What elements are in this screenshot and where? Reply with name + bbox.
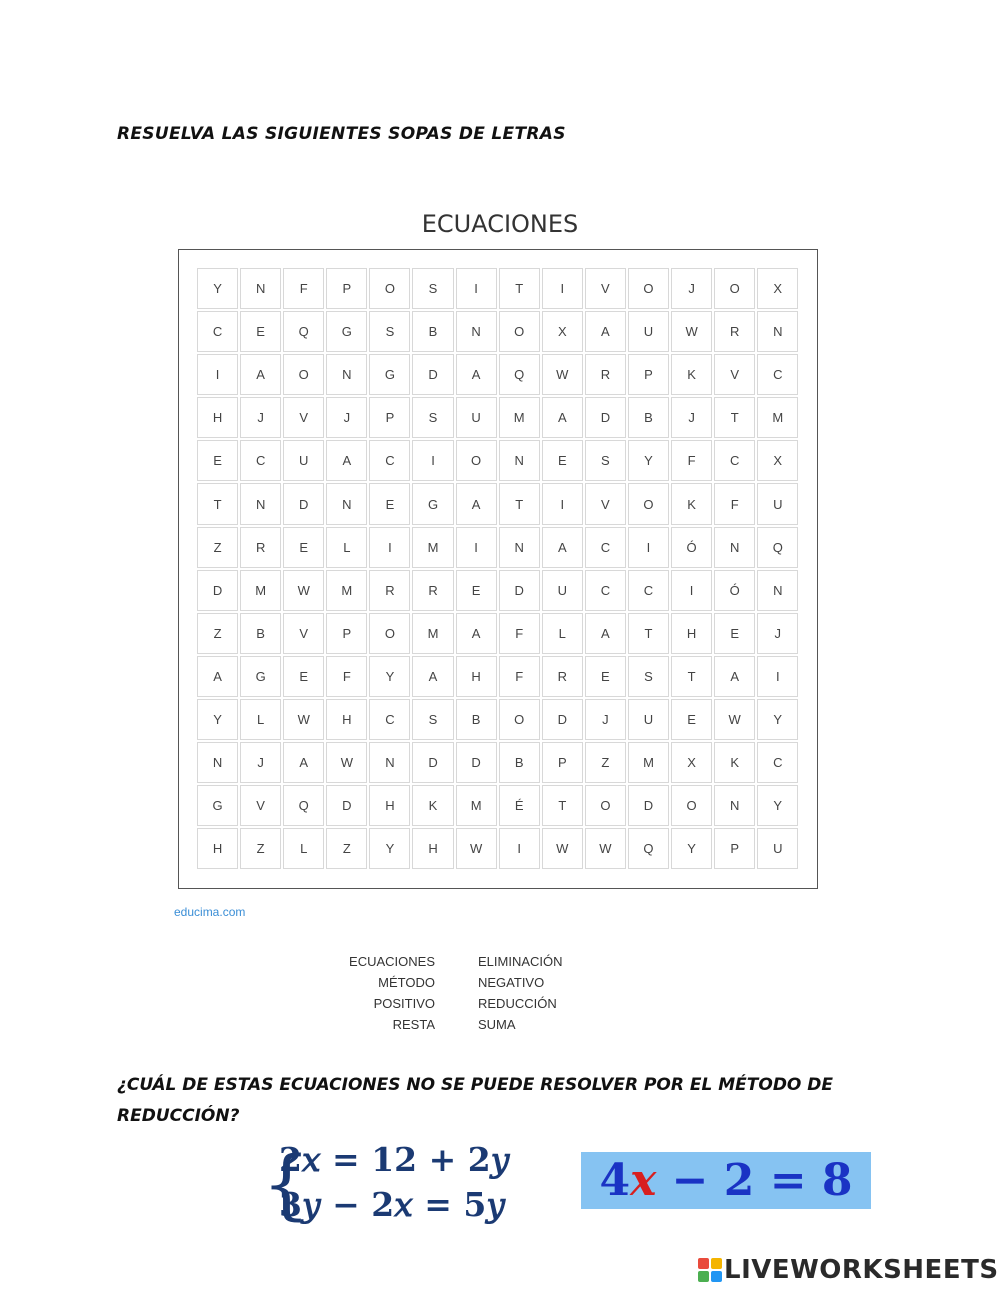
grid-cell[interactable]: T (542, 785, 583, 826)
grid-cell[interactable]: M (326, 570, 367, 611)
grid-cell[interactable]: K (412, 785, 453, 826)
grid-cell[interactable]: J (757, 613, 798, 654)
grid-cell[interactable]: Q (283, 785, 324, 826)
grid-cell[interactable]: F (671, 440, 712, 481)
grid-cell[interactable]: I (542, 268, 583, 309)
grid-cell[interactable]: H (369, 785, 410, 826)
grid-cell[interactable]: M (757, 397, 798, 438)
grid-cell[interactable]: V (585, 268, 626, 309)
grid-cell[interactable]: K (714, 742, 755, 783)
grid-cell[interactable]: A (585, 613, 626, 654)
grid-cell[interactable]: S (585, 440, 626, 481)
grid-cell[interactable]: D (628, 785, 669, 826)
logo-square (711, 1271, 722, 1282)
grid-cell[interactable]: E (456, 570, 497, 611)
grid-cell[interactable]: O (369, 613, 410, 654)
grid-cell[interactable]: N (499, 440, 540, 481)
word-list-item: NEGATIVO (478, 975, 545, 990)
option-equation-system[interactable] (262, 1138, 512, 1228)
grid-cell[interactable]: D (326, 785, 367, 826)
grid-cell[interactable]: Z (326, 828, 367, 869)
grid-cell[interactable]: N (240, 483, 281, 524)
grid-cell[interactable]: J (326, 397, 367, 438)
grid-cell[interactable]: T (499, 268, 540, 309)
grid-cell[interactable]: N (757, 570, 798, 611)
grid-cell[interactable]: P (542, 742, 583, 783)
grid-cell[interactable]: Y (197, 268, 238, 309)
grid-cell[interactable]: O (585, 785, 626, 826)
grid-cell[interactable]: S (412, 268, 453, 309)
word-list (340, 952, 580, 1042)
grid-cell[interactable]: E (542, 440, 583, 481)
grid-cell[interactable]: M (412, 527, 453, 568)
grid-cell[interactable]: L (283, 828, 324, 869)
grid-cell[interactable]: Q (499, 354, 540, 395)
grid-cell[interactable]: F (499, 656, 540, 697)
grid-cell[interactable]: F (499, 613, 540, 654)
grid-cell[interactable]: D (456, 742, 497, 783)
grid-cell[interactable]: P (326, 268, 367, 309)
grid-cell[interactable]: L (240, 699, 281, 740)
system-equation-1: 2𝑥 = 12 + 2𝑦 (279, 1140, 510, 1179)
grid-cell[interactable]: W (542, 828, 583, 869)
liveworksheets-logo-text: LIVEWORKSHEETS (724, 1255, 999, 1285)
grid-cell[interactable]: E (197, 440, 238, 481)
grid-cell[interactable]: H (197, 828, 238, 869)
grid-cell[interactable]: A (456, 483, 497, 524)
grid-cell[interactable]: X (542, 311, 583, 352)
grid-cell[interactable]: C (757, 354, 798, 395)
grid-cell[interactable]: Z (197, 527, 238, 568)
grid-cell[interactable]: P (714, 828, 755, 869)
equation-coefficient: 4 (599, 1155, 631, 1206)
grid-cell[interactable]: A (326, 440, 367, 481)
grid-cell[interactable]: O (499, 699, 540, 740)
grid-cell[interactable]: I (499, 828, 540, 869)
grid-cell[interactable]: L (326, 527, 367, 568)
grid-cell[interactable]: M (412, 613, 453, 654)
grid-cell[interactable]: Y (369, 656, 410, 697)
grid-cell[interactable]: A (456, 354, 497, 395)
grid-cell[interactable]: W (283, 570, 324, 611)
brace-icon: { (262, 1139, 311, 1228)
grid-cell[interactable]: S (628, 656, 669, 697)
grid-cell[interactable]: A (283, 742, 324, 783)
liveworksheets-logo (698, 1252, 999, 1288)
grid-cell[interactable]: T (628, 613, 669, 654)
word-list-item: POSITIVO (373, 996, 435, 1011)
grid-cell[interactable]: I (628, 527, 669, 568)
grid-cell[interactable]: M (456, 785, 497, 826)
grid-cell[interactable]: H (197, 397, 238, 438)
grid-cell[interactable]: I (542, 483, 583, 524)
grid-cell[interactable]: D (197, 570, 238, 611)
grid-cell[interactable]: Z (240, 828, 281, 869)
grid-cell[interactable]: S (412, 397, 453, 438)
grid-cell[interactable]: J (671, 397, 712, 438)
grid-cell[interactable]: Y (369, 828, 410, 869)
source-link[interactable]: educima.com (174, 905, 246, 919)
grid-cell[interactable]: T (714, 397, 755, 438)
logo-square (698, 1271, 709, 1282)
grid-cell[interactable]: M (240, 570, 281, 611)
grid-cell[interactable]: K (671, 483, 712, 524)
system-equation-2: 3𝑦 − 2𝑥 = 5𝑦 (279, 1185, 506, 1224)
grid-cell[interactable]: C (585, 527, 626, 568)
grid-cell[interactable]: I (197, 354, 238, 395)
word-list-item: ELIMINACIÓN (478, 954, 563, 969)
grid-cell[interactable]: Y (197, 699, 238, 740)
grid-cell[interactable]: Q (628, 828, 669, 869)
grid-cell[interactable]: Ó (714, 570, 755, 611)
liveworksheets-logo-icon (698, 1258, 722, 1282)
grid-cell[interactable]: D (585, 397, 626, 438)
grid-cell[interactable]: Y (628, 440, 669, 481)
grid-cell[interactable]: U (542, 570, 583, 611)
grid-cell[interactable]: W (283, 699, 324, 740)
grid-cell[interactable]: N (714, 527, 755, 568)
grid-cell[interactable]: D (499, 570, 540, 611)
grid-cell[interactable]: Q (283, 311, 324, 352)
grid-cell[interactable]: R (412, 570, 453, 611)
grid-cell[interactable]: A (714, 656, 755, 697)
grid-cell[interactable]: U (757, 483, 798, 524)
grid-cell[interactable]: E (283, 527, 324, 568)
grid-cell[interactable]: S (412, 699, 453, 740)
wordsearch-title: ECUACIONES (421, 210, 579, 238)
grid-cell[interactable]: N (757, 311, 798, 352)
grid-cell[interactable]: I (671, 570, 712, 611)
grid-cell[interactable]: A (197, 656, 238, 697)
grid-cell[interactable]: G (197, 785, 238, 826)
grid-cell[interactable]: N (326, 354, 367, 395)
grid-cell[interactable]: H (412, 828, 453, 869)
grid-cell[interactable]: B (456, 699, 497, 740)
grid-cell[interactable]: C (757, 742, 798, 783)
grid-cell[interactable]: B (412, 311, 453, 352)
grid-cell[interactable]: O (456, 440, 497, 481)
grid-cell[interactable]: N (240, 268, 281, 309)
grid-cell[interactable]: E (585, 656, 626, 697)
grid-cell[interactable]: G (412, 483, 453, 524)
grid-cell[interactable]: É (499, 785, 540, 826)
grid-cell[interactable]: W (326, 742, 367, 783)
grid-cell[interactable]: V (585, 483, 626, 524)
grid-cell[interactable]: O (628, 483, 669, 524)
grid-cell[interactable]: D (412, 354, 453, 395)
grid-cell[interactable]: J (240, 397, 281, 438)
logo-square (698, 1258, 709, 1269)
grid-cell[interactable]: J (671, 268, 712, 309)
grid-cell[interactable]: O (628, 268, 669, 309)
wordsearch-grid[interactable] (197, 268, 798, 869)
grid-cell[interactable]: E (714, 613, 755, 654)
grid-cell[interactable]: R (585, 354, 626, 395)
grid-cell[interactable]: B (240, 613, 281, 654)
grid-cell[interactable]: G (326, 311, 367, 352)
wordsearch-frame (178, 249, 818, 889)
word-list-item: RESTA (392, 1017, 435, 1032)
grid-cell[interactable]: N (456, 311, 497, 352)
grid-cell[interactable]: V (714, 354, 755, 395)
grid-cell[interactable]: F (714, 483, 755, 524)
grid-cell[interactable]: E (283, 656, 324, 697)
grid-cell[interactable]: C (585, 570, 626, 611)
grid-cell[interactable]: P (326, 613, 367, 654)
grid-cell[interactable]: U (628, 699, 669, 740)
grid-cell[interactable]: V (240, 785, 281, 826)
grid-cell[interactable]: M (628, 742, 669, 783)
option-single-equation[interactable] (581, 1152, 871, 1209)
grid-cell[interactable]: F (326, 656, 367, 697)
grid-cell[interactable]: K (671, 354, 712, 395)
grid-cell[interactable]: C (240, 440, 281, 481)
grid-cell[interactable]: C (369, 699, 410, 740)
grid-cell[interactable]: D (542, 699, 583, 740)
logo-square (711, 1258, 722, 1269)
grid-cell[interactable]: I (412, 440, 453, 481)
grid-cell[interactable]: A (542, 527, 583, 568)
grid-cell[interactable]: E (369, 483, 410, 524)
grid-cell[interactable]: A (542, 397, 583, 438)
grid-cell[interactable]: Y (757, 785, 798, 826)
grid-cell[interactable]: C (197, 311, 238, 352)
grid-cell[interactable]: R (369, 570, 410, 611)
grid-cell[interactable]: U (628, 311, 669, 352)
grid-cell[interactable]: A (412, 656, 453, 697)
grid-cell[interactable]: O (283, 354, 324, 395)
grid-cell[interactable]: W (542, 354, 583, 395)
grid-cell[interactable]: L (542, 613, 583, 654)
grid-cell[interactable]: P (628, 354, 669, 395)
grid-cell[interactable]: H (456, 656, 497, 697)
grid-cell[interactable]: C (714, 440, 755, 481)
grid-cell[interactable]: E (240, 311, 281, 352)
grid-cell[interactable]: Z (197, 613, 238, 654)
word-list-item: SUMA (478, 1017, 516, 1032)
grid-cell[interactable]: V (283, 397, 324, 438)
grid-cell[interactable]: Y (757, 699, 798, 740)
grid-cell[interactable]: I (369, 527, 410, 568)
grid-cell[interactable]: X (671, 742, 712, 783)
grid-cell[interactable]: I (757, 656, 798, 697)
grid-cell[interactable]: I (456, 268, 497, 309)
question-text: ¿CUÁL DE ESTAS ECUACIONES NO SE PUEDE RESOLVER POR EL MÉTODO DE REDUCCIÓN? (117, 1075, 834, 1126)
grid-cell[interactable]: O (369, 268, 410, 309)
grid-cell[interactable]: N (714, 785, 755, 826)
grid-cell[interactable]: N (369, 742, 410, 783)
grid-cell[interactable]: H (326, 699, 367, 740)
grid-cell[interactable]: R (542, 656, 583, 697)
grid-cell[interactable]: T (671, 656, 712, 697)
grid-cell[interactable]: G (369, 354, 410, 395)
grid-cell[interactable]: W (671, 311, 712, 352)
grid-cell[interactable]: I (456, 527, 497, 568)
grid-cell[interactable]: U (456, 397, 497, 438)
grid-cell[interactable]: G (240, 656, 281, 697)
grid-cell[interactable]: A (240, 354, 281, 395)
grid-cell[interactable]: J (240, 742, 281, 783)
instruction-heading: RESUELVA LAS SIGUIENTES SOPAS DE LETRAS (117, 124, 566, 144)
grid-cell[interactable]: P (369, 397, 410, 438)
grid-cell[interactable]: Q (757, 527, 798, 568)
grid-cell[interactable]: O (671, 785, 712, 826)
grid-cell[interactable]: N (197, 742, 238, 783)
grid-cell[interactable]: R (240, 527, 281, 568)
word-list-item: ECUACIONES (349, 954, 435, 969)
grid-cell[interactable]: X (757, 440, 798, 481)
grid-cell[interactable]: U (757, 828, 798, 869)
grid-cell[interactable]: H (671, 613, 712, 654)
equation-variable: x (630, 1155, 657, 1206)
grid-cell[interactable]: S (369, 311, 410, 352)
grid-cell[interactable]: Y (671, 828, 712, 869)
grid-cell[interactable]: T (197, 483, 238, 524)
grid-cell[interactable]: V (283, 613, 324, 654)
grid-cell[interactable]: X (757, 268, 798, 309)
grid-cell[interactable]: C (628, 570, 669, 611)
grid-cell[interactable]: O (499, 311, 540, 352)
grid-cell[interactable]: D (412, 742, 453, 783)
equation-rest: − 2 = 8 (656, 1155, 853, 1206)
grid-cell[interactable]: Z (585, 742, 626, 783)
grid-cell[interactable]: C (369, 440, 410, 481)
grid-cell[interactable]: E (671, 699, 712, 740)
grid-cell[interactable]: B (499, 742, 540, 783)
grid-cell[interactable]: N (326, 483, 367, 524)
grid-cell[interactable]: A (585, 311, 626, 352)
grid-cell[interactable]: N (499, 527, 540, 568)
grid-cell[interactable]: W (714, 699, 755, 740)
grid-cell[interactable]: W (585, 828, 626, 869)
grid-cell[interactable]: D (283, 483, 324, 524)
grid-cell[interactable]: O (714, 268, 755, 309)
grid-cell[interactable]: Ó (671, 527, 712, 568)
grid-cell[interactable]: J (585, 699, 626, 740)
grid-cell[interactable]: R (714, 311, 755, 352)
grid-cell[interactable]: M (499, 397, 540, 438)
grid-cell[interactable]: B (628, 397, 669, 438)
grid-cell[interactable]: A (456, 613, 497, 654)
grid-cell[interactable]: T (499, 483, 540, 524)
grid-cell[interactable]: U (283, 440, 324, 481)
grid-cell[interactable]: W (456, 828, 497, 869)
word-list-item: REDUCCIÓN (478, 996, 557, 1011)
word-list-item: MÉTODO (378, 975, 435, 990)
grid-cell[interactable]: F (283, 268, 324, 309)
